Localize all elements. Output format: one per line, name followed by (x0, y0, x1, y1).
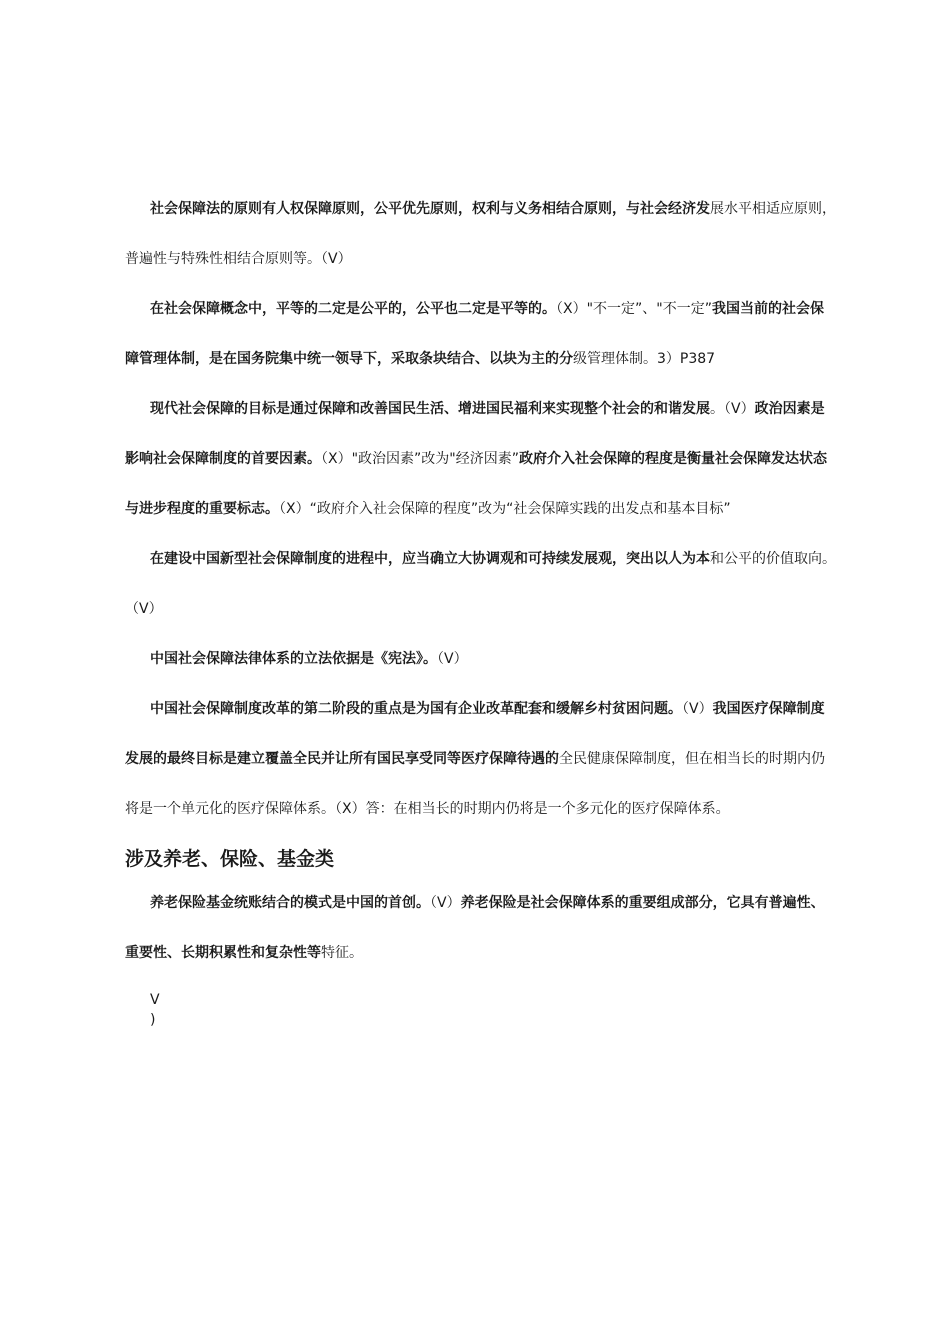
section-heading: 涉及养老、保险、基金类 (125, 848, 335, 870)
document-body (125, 184, 837, 1030)
paragraph-goals: 现代社会保障的目标是通过保障和改善国民生活、增进国民福利来实现整个社会的和谐发展。（V）政治因素是影响社会保障制度的首要因素。（X）"政治因素”改为"经济因素”政府介入社会保障的程度是衡量社会保障发达状态与进步程度的重要标志。（X）“政府介入社会保障的程度”改为“社会保障实践的出发点和基本目标” (125, 401, 827, 517)
paragraph-new-system: 在建设中国新型社会保障制度的进程中，应当确立大协调观和可持续发展观，突出以人为本和公平的价值取向。（V） (125, 551, 836, 617)
paragraph-equality: 在社会保障概念中，平等的二定是公平的，公平也二定是平等的。（X）"不一定”、"不一定”我国当前的社会保障管理体制，是在国务院集中统一领导下，采取条块结合、以块为主的分级管理体制。3）P387 (125, 301, 824, 367)
paragraph-constitution: 中国社会保障法律体系的立法依据是《宪法》。（V） (150, 651, 468, 667)
paragraph-principles: 社会保障法的原则有人权保障原则，公平优先原则，权利与义务相结合原则，与社会经济发展水平相适应原则，普遍性与特殊性相结合原则等。（V） (125, 201, 836, 267)
answer-mark: V ) (150, 992, 160, 1028)
paragraph-reform: 中国社会保障制度改革的第二阶段的重点是为国有企业改革配套和缓解乡村贫困问题。（V）我国医疗保障制度发展的最终目标是建立覆盖全民并让所有国民享受同等医疗保障待遇的全民健康保障制度，但在相当长的时期内仍将是一个单元化的医疗保障体系。（X）答：在相当长的时期内仍将是一个多元化的医疗保障体系。 (125, 701, 825, 817)
paragraph-pension: 养老保险基金统账结合的模式是中国的首创。（V）养老保险是社会保障体系的重要组成部分，它具有普遍性、重要性、长期积累性和复杂性等特征。 (125, 895, 825, 961)
